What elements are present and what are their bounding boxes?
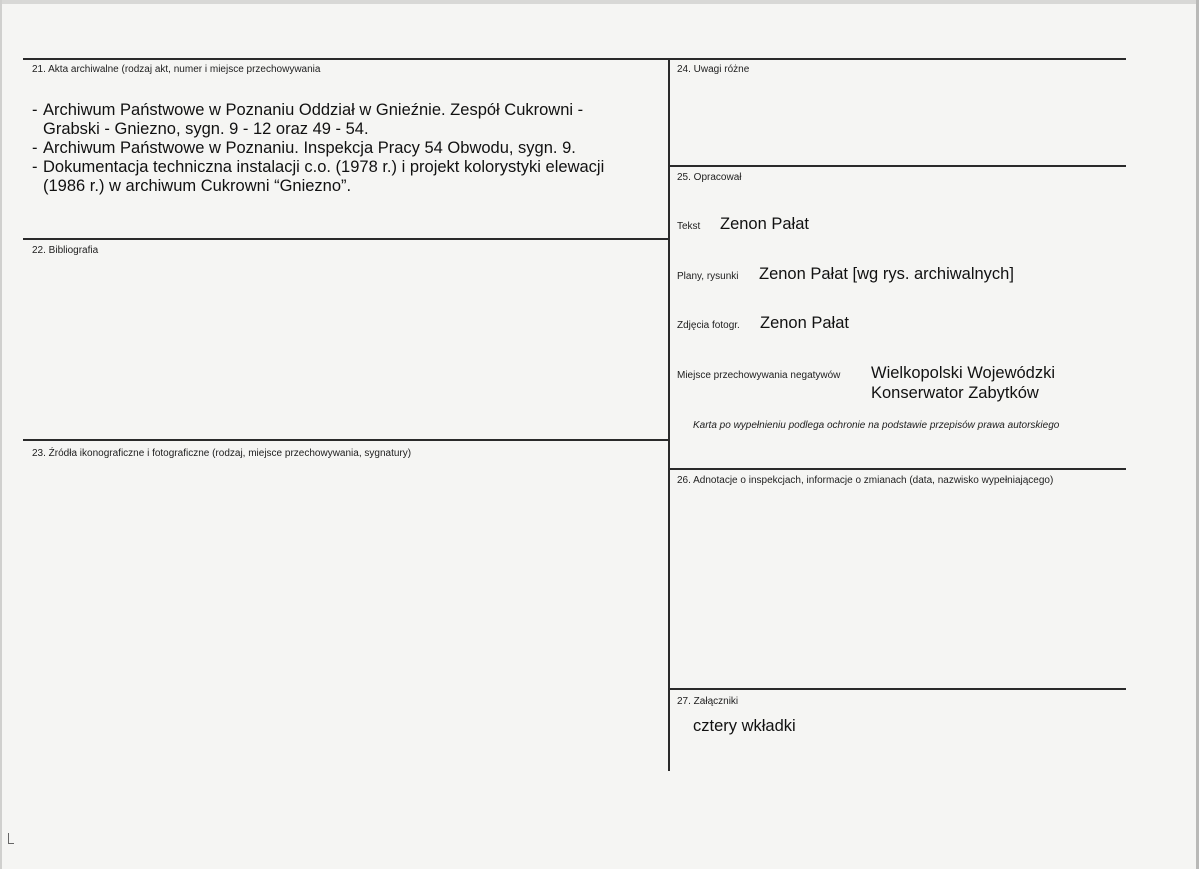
tekst-label: Tekst: [677, 221, 701, 232]
list-dash: -: [32, 101, 38, 119]
archive-item-1-line1: Archiwum Państwowe w Poznaniu Oddział w Gnieźnie. Zespół Cukrowni -: [43, 101, 584, 119]
miejsce-value-1: Wielkopolski Wojewódzki: [871, 364, 1056, 382]
rule-21-22: [23, 238, 669, 240]
tekst-value: Zenon Pałat: [720, 215, 809, 233]
card-edge-top: [0, 0, 1199, 4]
section-22-label: 22. Bibliografia: [32, 245, 99, 256]
zdjecia-label: Zdjęcia fotogr.: [677, 320, 740, 331]
section-21-label: 21. Akta archiwalne (rodzaj akt, numer i miejsce przechowywania: [32, 64, 321, 75]
archive-item-1: [32, 101, 652, 139]
archive-item-2: [32, 139, 652, 158]
plany-value: Zenon Pałat [wg rys. archiwalnych]: [759, 265, 1014, 283]
archive-item-3-line2: (1986 r.) w archiwum Cukrowni “Gniezno”.: [43, 177, 352, 195]
archive-item-3: [32, 158, 652, 196]
section-23-label: 23. Źródła ikonograficzne i fotograficzne (rodzaj, miejsce przechowywania, sygnatury): [32, 448, 412, 459]
attachments-value: cztery wkładki: [693, 717, 796, 735]
archive-item-3-line1: Dokumentacja techniczna instalacji c.o. (1978 r.) i projekt kolorystyki elewacji: [43, 158, 605, 176]
rule-top: [23, 58, 1126, 60]
rule-24-25: [669, 165, 1126, 167]
plany-label: Plany, rysunki: [677, 271, 739, 282]
rule-22-23: [23, 439, 669, 441]
section-24-label: 24. Uwagi różne: [677, 64, 750, 75]
rule-26-27: [669, 688, 1126, 690]
archive-item-1-line2: Grabski - Gniezno, sygn. 9 - 12 oraz 49 - 54.: [43, 120, 369, 138]
rule-25-26: [669, 468, 1126, 470]
section-26-label: 26. Adnotacje o inspekcjach, informacje o zmianach (data, nazwisko wypełniającego): [677, 475, 1054, 486]
zdjecia-value: Zenon Pałat: [760, 314, 849, 332]
section-27-label: 27. Załączniki: [677, 696, 739, 707]
card-edge-left: [0, 0, 2, 869]
miejsce-value-2: Konserwator Zabytków: [871, 384, 1039, 402]
archive-item-2-line1: Archiwum Państwowe w Poznaniu. Inspekcja Pracy 54 Obwodu, sygn. 9.: [43, 139, 576, 157]
section-25-label: 25. Opracował: [677, 172, 742, 183]
miejsce-label: Miejsce przechowywania negatywów: [677, 370, 841, 381]
copyright-note: Karta po wypełnieniu podlega ochronie na podstawie przepisów prawa autorskiego: [693, 420, 1060, 431]
list-dash: -: [32, 158, 38, 176]
list-dash: -: [32, 139, 38, 157]
crop-mark: [8, 843, 14, 844]
